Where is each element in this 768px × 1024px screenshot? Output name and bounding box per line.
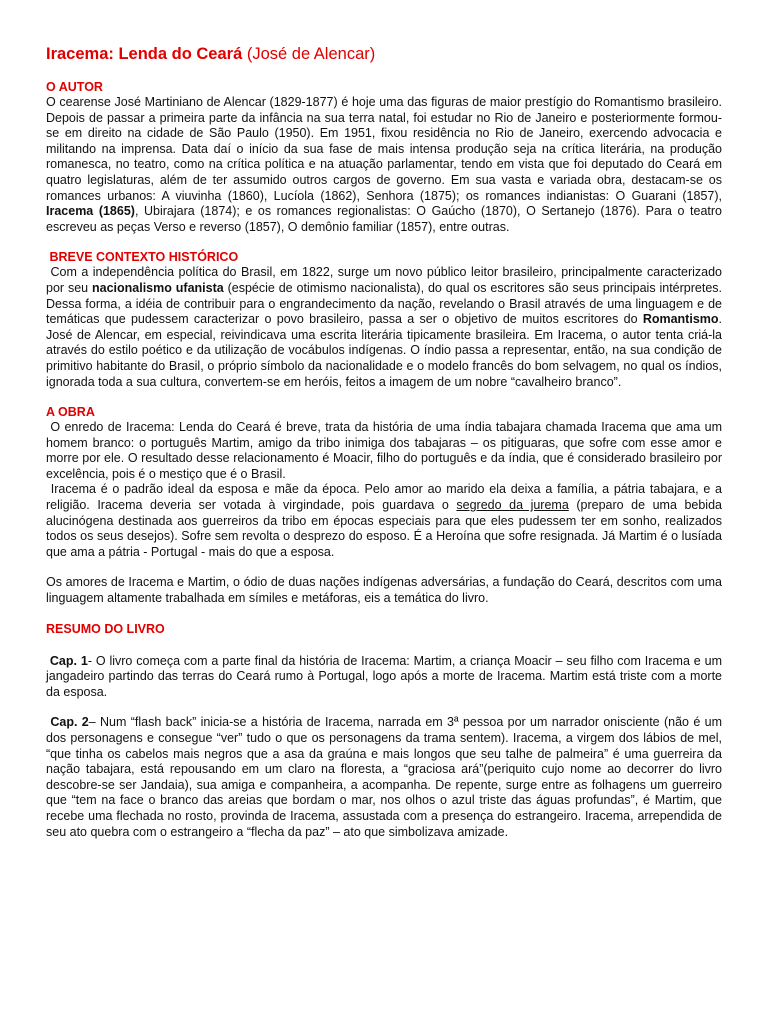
text-contexto-b: (espécie de otimismo nacionalista), do qual os escritores são seus principais intérpretes. Dessa forma, a idéia de contribuir para o engrandecimento da nação, revelando o Brasil através de uma linguagem e de temáticas que pudessem caracterizar o povo brasileiro, passa a ser o objetivo de muitos escritores do [46, 280, 722, 327]
paragraph-contexto [46, 265, 722, 390]
text-obra-2b: (preparo de uma bebida alucinógena destinada aos guerreiros da tribo em épocas especiais para que eles pudessem ter em sonho, realizados todos os seus desejos). Sofre sem revolta o desprezo do esposo. É a Heroína que sofre resignada. Já Martim é o lusíada que ama a pátria - Portugal - mais do que a esposa. [46, 498, 722, 559]
title-author: (José de Alencar) [246, 45, 376, 63]
underlined-segredo-da-jurema: segredo da jurema [456, 498, 569, 513]
paragraph-obra-2 [46, 482, 722, 560]
bold-romantismo: Romantismo [642, 312, 719, 327]
text-autor-a: O cearense José Martiniano de Alencar (1829-1877) é hoje uma das figuras de maior prestígio do Romantismo brasileiro. Depois de passar a primeira parte da infância na sua terra natal, foi estudar no Rio de Janeiro e posteriormente formou-se em direito na cidade de São Paulo (1950). Em 1951, fixou residência no Rio de Janeiro, exercendo advocacia e militando na imprensa. Data daí o início da sua fase de mais intensa produção seja na crítica literária, na produção romanesca, no teatro, como na crítica política e na atuação parlamentar, tendo em vista que foi deputado do Ceará em quatro legislaturas, além de ter assumido outros cargos de governo. Em sua vasta e variada obra, destacam-se os romances urbanos: A viuvinha (1860), Lucíola (1862), Senhora (1875); os romances indianistas: O Guarani (1857), [46, 95, 722, 203]
paragraph-obra-3: Os amores de Iracema e Martim, o ódio de duas nações indígenas adversárias, a fundação do Ceará, descritos com uma linguagem altamente trabalhada em símiles e metáforas, eis a temática do livro. [46, 575, 722, 606]
paragraph-autor [46, 95, 722, 235]
text-contexto-a: Com a independência política do Brasil, em 1822, surge um novo público leitor brasileiro, principalmente caracterizado por seu [46, 265, 722, 295]
bold-nacionalismo-ufanista: nacionalismo ufanista [92, 280, 224, 295]
section-heading-contexto [46, 250, 722, 265]
text-autor-b: , Ubirajara (1874); e os romances regionalistas: O Gaúcho (1870), O Sertanejo (1876). Para o teatro escreveu as peças Verso e reverso (1857), O demônio familiar (1857), entre outras. [46, 204, 722, 234]
section-heading-resumo: RESUMO DO LIVRO [46, 621, 165, 636]
document-title [46, 42, 722, 66]
text-obra-2a: Iracema é o padrão ideal da esposa e mãe da época. Pelo amor ao marido ela deixa a família, a pátria tabajara, e a religião. Iracema deveria ser votada à virgindade, pois guardava o [46, 482, 722, 513]
section-heading-autor: O AUTOR [46, 80, 103, 94]
paragraph-cap-2 [46, 715, 722, 840]
cap-1-label: Cap. 1 [49, 653, 88, 668]
cap-1-text: - O livro começa com a parte final da história de Iracema: Martim, a criança Moacir – seu filho com Iracema e um jangadeiro partindo das terras do Ceará rumo à Portugal, logo após a morte de Iracema. Martim está triste com a morte da esposa. [46, 653, 722, 699]
paragraph-cap-1 [46, 654, 722, 701]
title-main: Iracema: Lenda do Ceará [46, 45, 243, 63]
cap-2-label: Cap. 2 [50, 715, 89, 730]
contexto-heading-text: BREVE CONTEXTO HISTÓRICO [49, 250, 239, 265]
cap-2-text: – Num “flash back” inicia-se a história de Iracema, narrada em 3ª pessoa por um narrador onisciente (não é um dos personagens e consegue “ver” tudo o que os personagens da trama sentem). Iracema, a virgem dos lábios de mel, “que tinha os cabelos mais negros que a asa da graúna e mais longos que seu talhe de palmeira” é uma guerreira da nação tabajara, está repousando em um claro na floresta, a “graciosa ará”(periquito cujo nome ao decorrer do livro descobre-se ser Jandaia), sua amiga e companheira, a acompanha. De repente, surge entre as folhagens um guerreiro que “tem na face o branco das areias que bordam o mar, nos olhos o azul triste das águas profundas”, é Martim, que recebe uma flechada no rosto, provinda de Iracema, assustada com a presença do estrangeiro. Iracema, arrependida de seu ato quebra com o estrangeiro a “flecha da paz” – ato que simbolizava amizade. [46, 715, 722, 839]
bold-iracema-1865: Iracema (1865) [46, 204, 135, 219]
text-obra-1: O enredo de Iracema: Lenda do Ceará é breve, trata da história de uma índia tabajara chamada Iracema que ama um homem branco: o português Martim, amigo da tribo inimiga dos tabajaras – os pitiguaras, que sofre com esse amor e morre por ele. O resultado desse relacionamento é Moacir, filho do português e da índia, que é considerado brasileiro por excelência, pois é o mestiço que é o Brasil. [46, 420, 723, 481]
section-heading-obra: A OBRA [46, 405, 95, 420]
paragraph-obra-1 [46, 420, 722, 482]
text-contexto-c: . José de Alencar, em especial, reivindicava uma escrita literária tipicamente brasileira. Em Iracema, o autor tenta criá-la através do estilo poético e da utilização de vocábulos indígenas. O índio passa a representar, então, na sua condição de primitivo habitante do Brasil, o próprio símbolo da nacionalidade e o modelo francês do bom selvagem, no qual os índios, ignorada toda a sua cultura, convertem-se em heróis, feitos a imagem de um nobre “cavalheiro branco”. [46, 312, 722, 389]
